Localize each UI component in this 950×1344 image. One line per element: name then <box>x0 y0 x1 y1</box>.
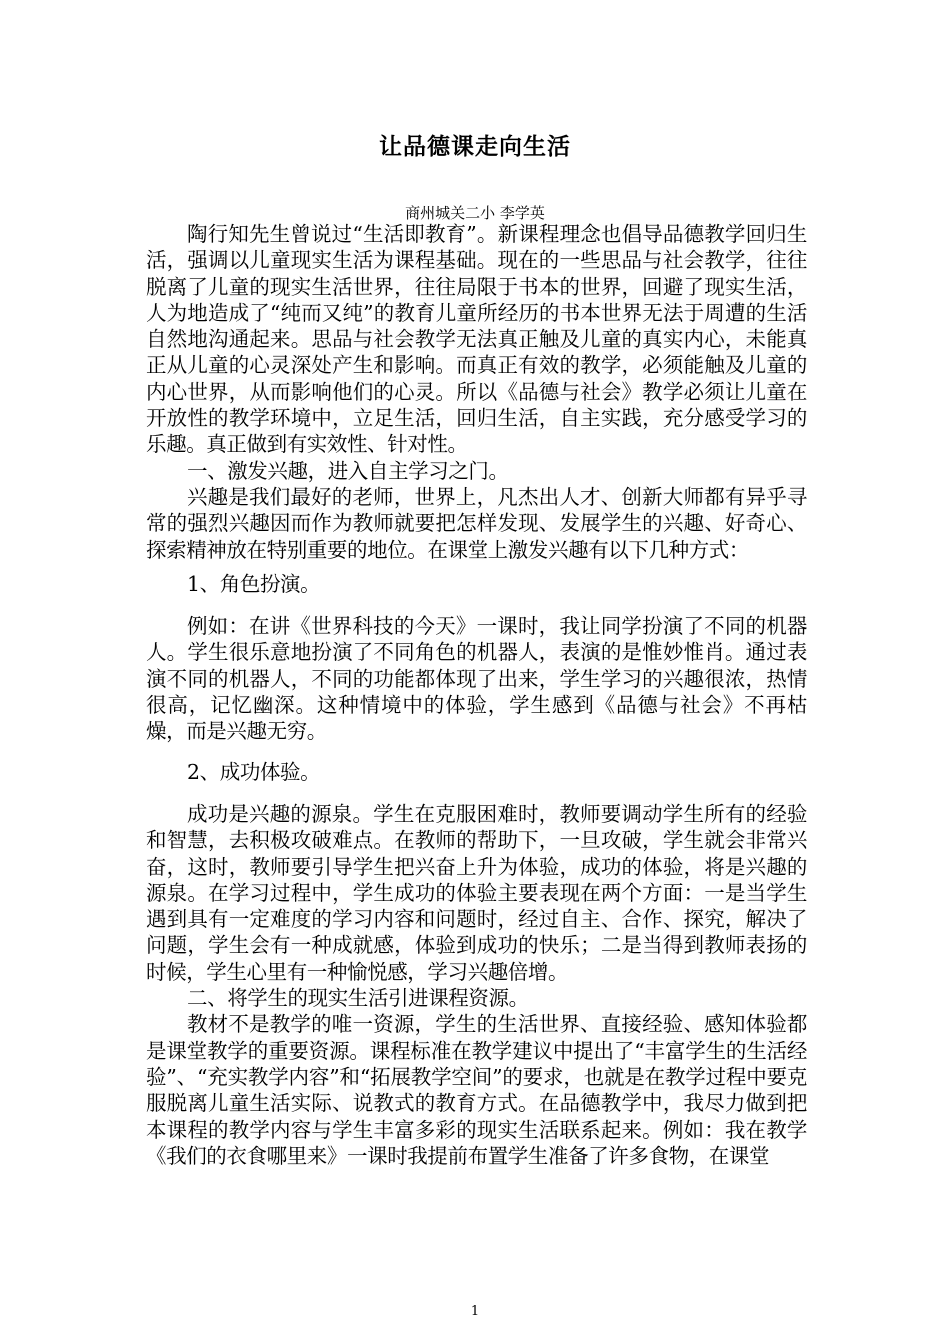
paragraph-interest: 兴趣是我们最好的老师，世界上，凡杰出人才、创新大师都有异乎寻常的强烈兴趣因而作为教师就要把怎样发现、发展学生的兴趣、好奇心、探索精神放在特别重要的地位。在课堂上激发兴趣有以下几种方式： <box>146 484 807 562</box>
paragraph-success: 成功是兴趣的源泉。学生在克服困难时，教师要调动学生所有的经验和智慧，去积极攻破难点。在教师的帮助下，一旦攻破，学生就会非常兴奋，这时，教师要引导学生把兴奋上升为体验，成功的体验，将是兴趣的源泉。在学习过程中，学生成功的体验主要表现在两个方面：一是当学生遇到具有一定难度的学习内容和问题时，经过自主、合作、探究，解决了问题，学生会有一种成就感，体验到成功的快乐；二是当得到教师表扬的时候，学生心里有一种愉悦感，学习兴趣倍增。 <box>146 801 807 984</box>
paragraph-intro: 陶行知先生曾说过“生活即教育”。新课程理念也倡导品德教学回归生活，强调以儿童现实生活为课程基础。现在的一些思品与社会教学，往往脱离了儿童的现实生活世界，往往局限于书本的世界，回避了现实生活，人为地造成了“纯而又纯”的教育儿童所经历的书本世界无法于周遭的生活自然地沟通起来。思品与社会教学无法真正触及儿童的真实内心，未能真正从儿童的心灵深处产生和影响。而真正有效的教学，必须能触及儿童的内心世界，从而影响他们的心灵。所以《品德与社会》教学必须让儿童在开放性的教学环境中，立足生活，回归生活，自主实践，充分感受学习的乐趣。真正做到有实效性、针对性。 <box>146 222 807 457</box>
section-heading-1: 一、激发兴趣，进入自主学习之门。 <box>187 458 509 483</box>
author-line: 商州城关二小 李学英 <box>405 204 545 222</box>
paragraph-resources: 教材不是教学的唯一资源，学生的生活世界、直接经验、感知体验都是课堂教学的重要资源。课程标准在教学建议中提出了“丰富学生的生活经验”、“充实教学内容”和“拓展教学空间”的要求，也就是在教学过程中要克服脱离儿童生活实际、说教式的教育方式。在品德教学中，我尽力做到把本课程的教学内容与学生丰富多彩的现实生活联系起来。例如：我在教学《我们的衣食哪里来》一课时我提前布置学生准备了许多食物，在课堂 <box>146 1012 807 1168</box>
paragraph-role-play-example: 例如：在讲《世界科技的今天》一课时，我让同学扮演了不同的机器人。学生很乐意地扮演了不同角色的机器人，表演的是惟妙惟肖。通过表演不同的机器人，不同的功能都体现了出来，学生学习的兴趣很浓，热情很高，记忆幽深。这种情境中的体验，学生感到《品德与社会》不再枯燥，而是兴趣无穷。 <box>146 614 807 744</box>
page-number: 1 <box>470 1304 480 1319</box>
section-heading-2: 二、将学生的现实生活引进课程资源。 <box>187 986 529 1011</box>
subheading-success: 2、成功体验。 <box>187 759 321 784</box>
document-body <box>146 221 807 1169</box>
subheading-role-play: 1、角色扮演。 <box>187 571 321 596</box>
document-title: 让品德课走向生活 <box>379 133 571 160</box>
